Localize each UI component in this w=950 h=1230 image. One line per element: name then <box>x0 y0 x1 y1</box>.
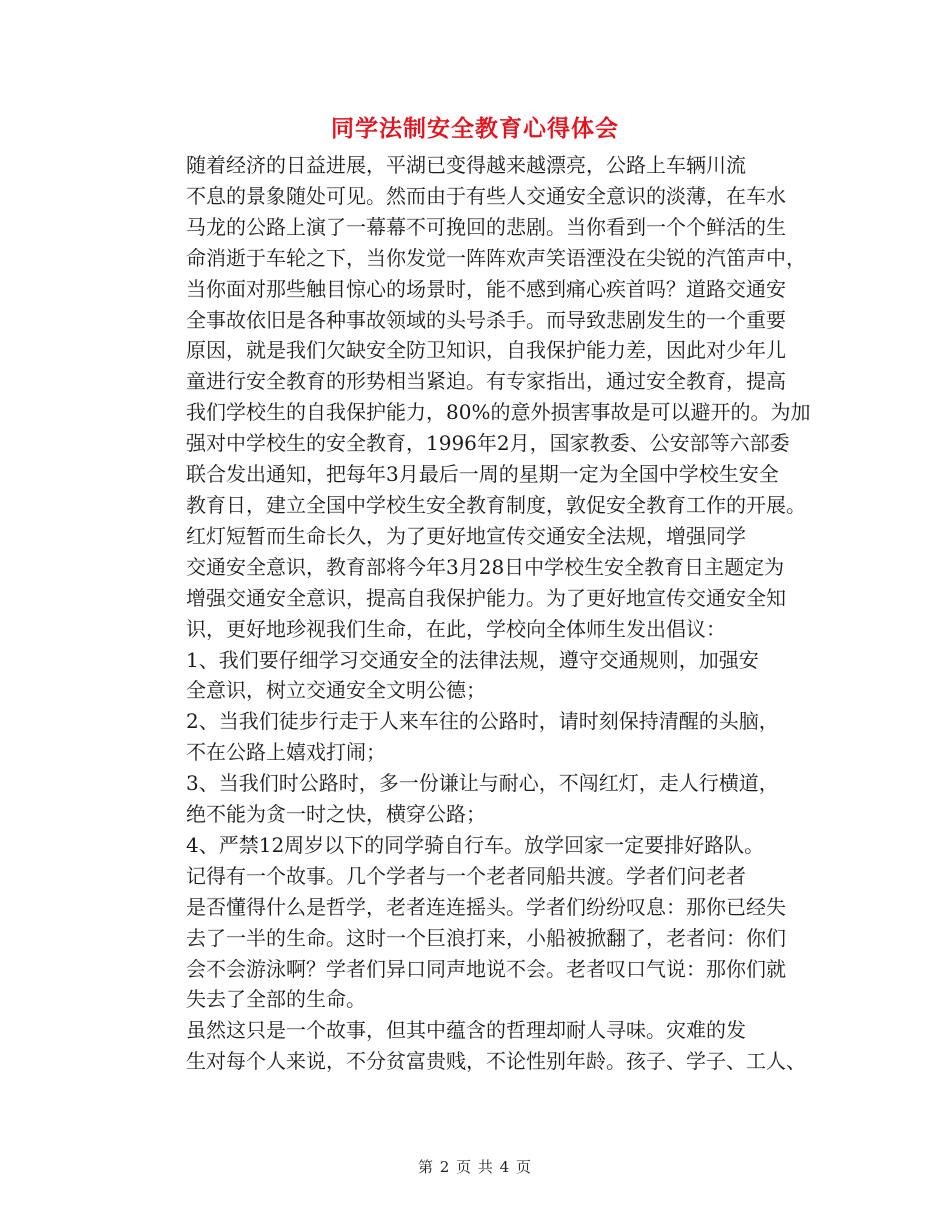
text-line: 我们学校生的自我保护能力，80%的意外损害事故是可以避开的。为加 <box>186 400 811 425</box>
text-line: 生对每个人来说，不分贫富贵贱，不论性别年龄。孩子、学子、工人、 <box>186 1049 806 1074</box>
text-line: 原因，就是我们欠缺安全防卫知识，自我保护能力差，因此对少年儿 <box>186 338 786 363</box>
page-footer: 第 2 页 共 4 页 <box>418 1158 532 1176</box>
paragraph <box>143 768 833 830</box>
text-line: 不息的景象随处可见。然而由于有些人交通安全意识的淡薄，在车水 <box>186 183 786 208</box>
paragraph <box>143 706 833 768</box>
text-line: 交通安全意识，教育部将今年3月28日中学校生安全教育日主题定为 <box>186 554 785 579</box>
document-title: 同学法制安全教育心得体会 <box>331 116 619 142</box>
text-line: 当你面对那些触目惊心的场景时，能不感到痛心疾首吗？道路交通安 <box>186 276 786 301</box>
text-line: 联合发出通知，把每年3月最后一周的星期一定为全国中学校生安全 <box>186 462 779 487</box>
text-line: 绝不能为贪一时之快，横穿公路； <box>186 802 486 827</box>
paragraph <box>143 861 833 1016</box>
text-line: 是否懂得什么是哲学，老者连连摇头。学者们纷纷叹息：那你已经失 <box>186 894 786 919</box>
text-line: 记得有一个故事。几个学者与一个老者同船共渡。学者们问老者 <box>186 863 746 888</box>
text-line: 命消逝于车轮之下，当你发觉一阵阵欢声笑语湮没在尖锐的汽笛声中， <box>186 245 806 270</box>
paragraph <box>143 150 833 521</box>
paragraph <box>143 1015 833 1077</box>
document-body <box>143 150 833 1077</box>
paragraph <box>143 521 833 645</box>
text-line: 3、当我们时公路时，多一份谦让与耐心，不闯红灯，走人行横道， <box>186 771 779 796</box>
text-line: 全意识，树立交通安全文明公德； <box>186 678 486 703</box>
text-line: 童进行安全教育的形势相当紧迫。有专家指出，通过安全教育，提高 <box>186 369 786 394</box>
paragraph <box>143 645 833 707</box>
text-line: 虽然这只是一个故事，但其中蕴含的哲理却耐人寻味。灾难的发 <box>186 1018 746 1043</box>
text-line: 教育日，建立全国中学校生安全教育制度，敦促安全教育工作的开展。 <box>186 492 806 517</box>
text-line: 2、当我们徒步行走于人来车往的公路时，请时刻保持清醒的头脑， <box>186 709 779 734</box>
text-line: 1、我们要仔细学习交通安全的法律法规，遵守交通规则，加强安 <box>186 647 759 672</box>
text-line: 去了一半的生命。这时一个巨浪打来，小船被掀翻了，老者问：你们 <box>186 925 786 950</box>
text-line: 强对中学校生的安全教育，1996年2月，国家教委、公安部等六部委 <box>186 431 790 456</box>
text-line: 全事故依旧是各种事故领域的头号杀手。而导致悲剧发生的一个重要 <box>186 307 786 332</box>
text-line: 识，更好地珍视我们生命，在此，学校向全体师生发出倡议： <box>186 616 726 641</box>
text-line: 不在公路上嬉戏打闹； <box>186 740 386 765</box>
paragraph <box>143 830 833 861</box>
text-line: 马龙的公路上演了一幕幕不可挽回的悲剧。当你看到一个个鲜活的生 <box>186 214 786 239</box>
text-line: 会不会游泳啊？学者们异口同声地说不会。老者叹口气说：那你们就 <box>186 956 786 981</box>
text-line: 增强交通安全意识，提高自我保护能力。为了更好地宣传交通安全知 <box>186 585 786 610</box>
text-line: 失去了全部的生命。 <box>186 987 366 1012</box>
text-line: 随着经济的日益进展，平湖已变得越来越漂亮，公路上车辆川流 <box>186 153 746 177</box>
text-line: 红灯短暂而生命长久，为了更好地宣传交通安全法规，增强同学 <box>186 523 746 548</box>
text-line: 4、严禁12周岁以下的同学骑自行车。放学回家一定要排好路队。 <box>186 832 765 857</box>
